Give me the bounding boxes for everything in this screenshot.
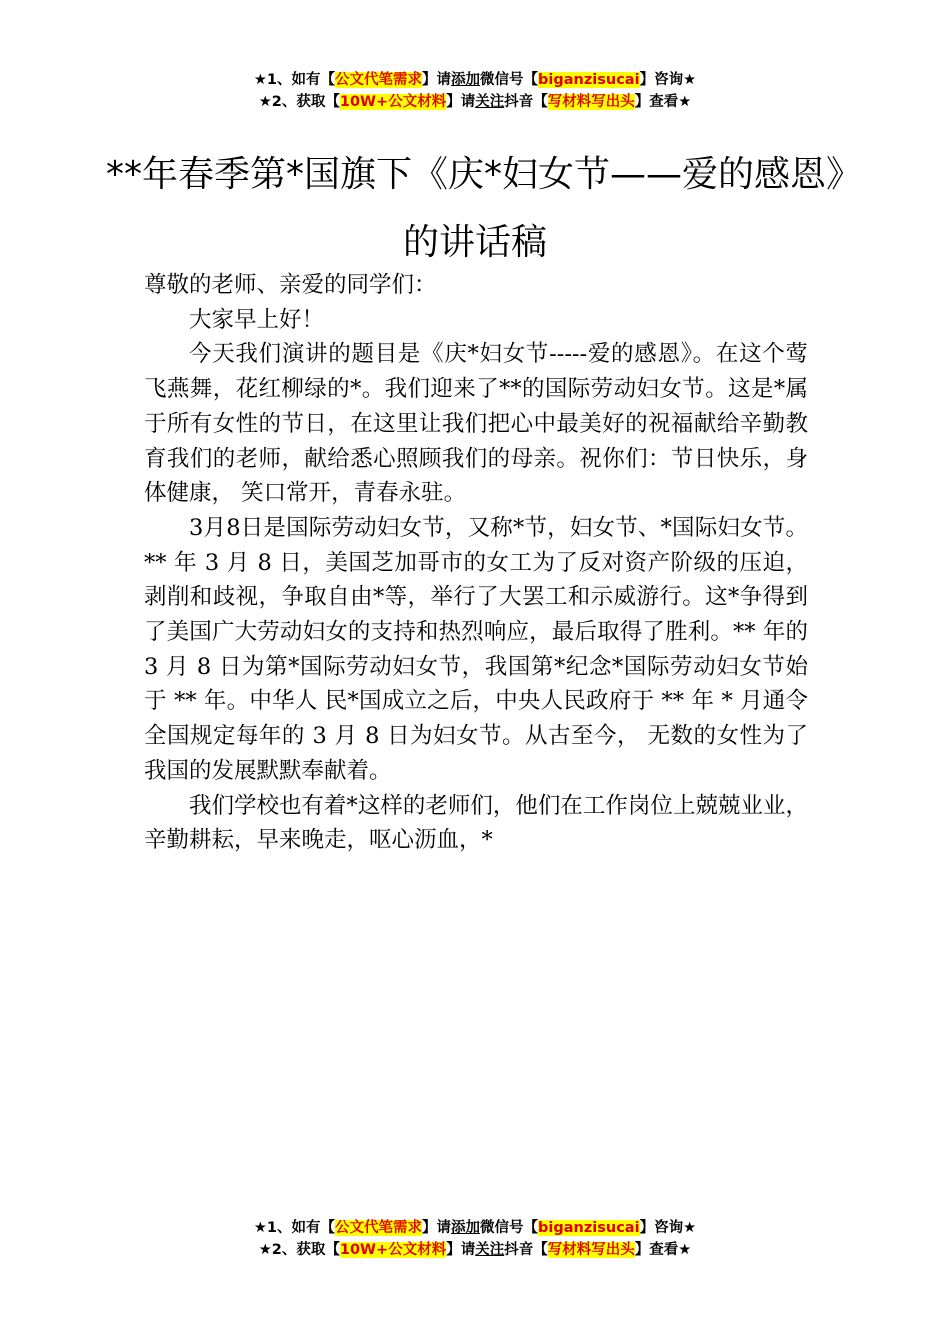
paragraph-3: 我们学校也有着*这样的老师们，他们在工作岗位上兢兢业业，辛勤耕耘，早来晚走，呕心沥血，* <box>144 792 808 854</box>
banner-line-2 <box>0 91 950 113</box>
greeting: 大家早上好！ <box>189 306 325 333</box>
banner-text: ★2、获取【 <box>258 94 340 110</box>
banner-highlight: 10W+公文材料 <box>339 1242 447 1258</box>
banner-text: 微信号【 <box>480 72 539 88</box>
paragraph-2: 3月8日是国际劳动妇女节，又称*节，妇女节、*国际妇女节。** 年 3 月 8 日，美国芝加哥市的女工为了反对资产阶级的压迫，剥削和歧视，争取自由*等，举行了大罢工和示威游行。这*争得到了美国广大劳动妇女的支持和热烈响应，最后取得了胜利。** 年的 3 月 8 日为第*国际劳动妇女节，我国第*纪念*国际劳动妇女节始于 ** 年。中华人 民*国成立之后，中央人民政府于 ** 年 * 月通令全国规定每年的 3 月 8 日为妇女节。从古至今， 无数的女性为了我国的发展默默奉献着。 <box>144 514 808 784</box>
banner-highlight: 公文代笔需求 <box>335 1220 423 1236</box>
banner-text: 抖音【 <box>504 1242 548 1258</box>
document-title: **年春季第*国旗下《庆*妇女节——爱的感恩》的讲话稿 <box>105 154 844 263</box>
banner-text: 】请 <box>422 1220 452 1236</box>
banner-text: 】请 <box>422 72 452 88</box>
banner-highlight: biganzisucai <box>538 72 640 88</box>
banner-emphasis: 关注 <box>475 94 505 110</box>
banner-text: ★1、如有【 <box>253 72 336 88</box>
banner-emphasis: 关注 <box>475 1242 505 1258</box>
banner-highlight: 写材料写出头 <box>547 1242 635 1258</box>
banner-text: 】请 <box>446 1242 476 1258</box>
banner-text: ★1、如有【 <box>253 1220 336 1236</box>
banner-text: 】咨询★ <box>639 1220 697 1236</box>
header-banner <box>0 69 950 113</box>
banner-text: 】咨询★ <box>639 72 697 88</box>
banner-text: ★2、获取【 <box>258 1242 340 1258</box>
banner-emphasis: 添加 <box>451 1220 481 1236</box>
banner-text: 】请 <box>446 94 476 110</box>
footer-banner <box>0 1217 950 1261</box>
banner-highlight: biganzisucai <box>538 1220 640 1236</box>
banner-text: 抖音【 <box>504 94 548 110</box>
paragraph-1: 今天我们演讲的题目是《庆*妇女节-----爱的感恩》。在这个莺飞燕舞，花红柳绿的*。我们迎来了**的国际劳动妇女节。这是*属于所有女性的节日，在这里让我们把心中最美好的祝福献给辛勤教育我们的老师，献给悉心照顾我们的母亲。祝你们：节日快乐，身体健康， 笑口常开，青春永驻。 <box>144 341 808 507</box>
banner-text: 微信号【 <box>480 1220 539 1236</box>
banner-highlight: 10W+公文材料 <box>339 94 447 110</box>
banner-text: 】查看★ <box>634 94 692 110</box>
banner-text: 】查看★ <box>634 1242 692 1258</box>
banner-line-1 <box>0 69 950 91</box>
banner-line-2 <box>0 1239 950 1261</box>
banner-line-1 <box>0 1217 950 1239</box>
banner-highlight: 公文代笔需求 <box>335 72 423 88</box>
salutation: 尊敬的老师、亲爱的同学们： <box>144 272 437 298</box>
banner-highlight: 写材料写出头 <box>547 94 635 110</box>
banner-emphasis: 添加 <box>451 72 481 88</box>
document-body <box>144 268 808 858</box>
